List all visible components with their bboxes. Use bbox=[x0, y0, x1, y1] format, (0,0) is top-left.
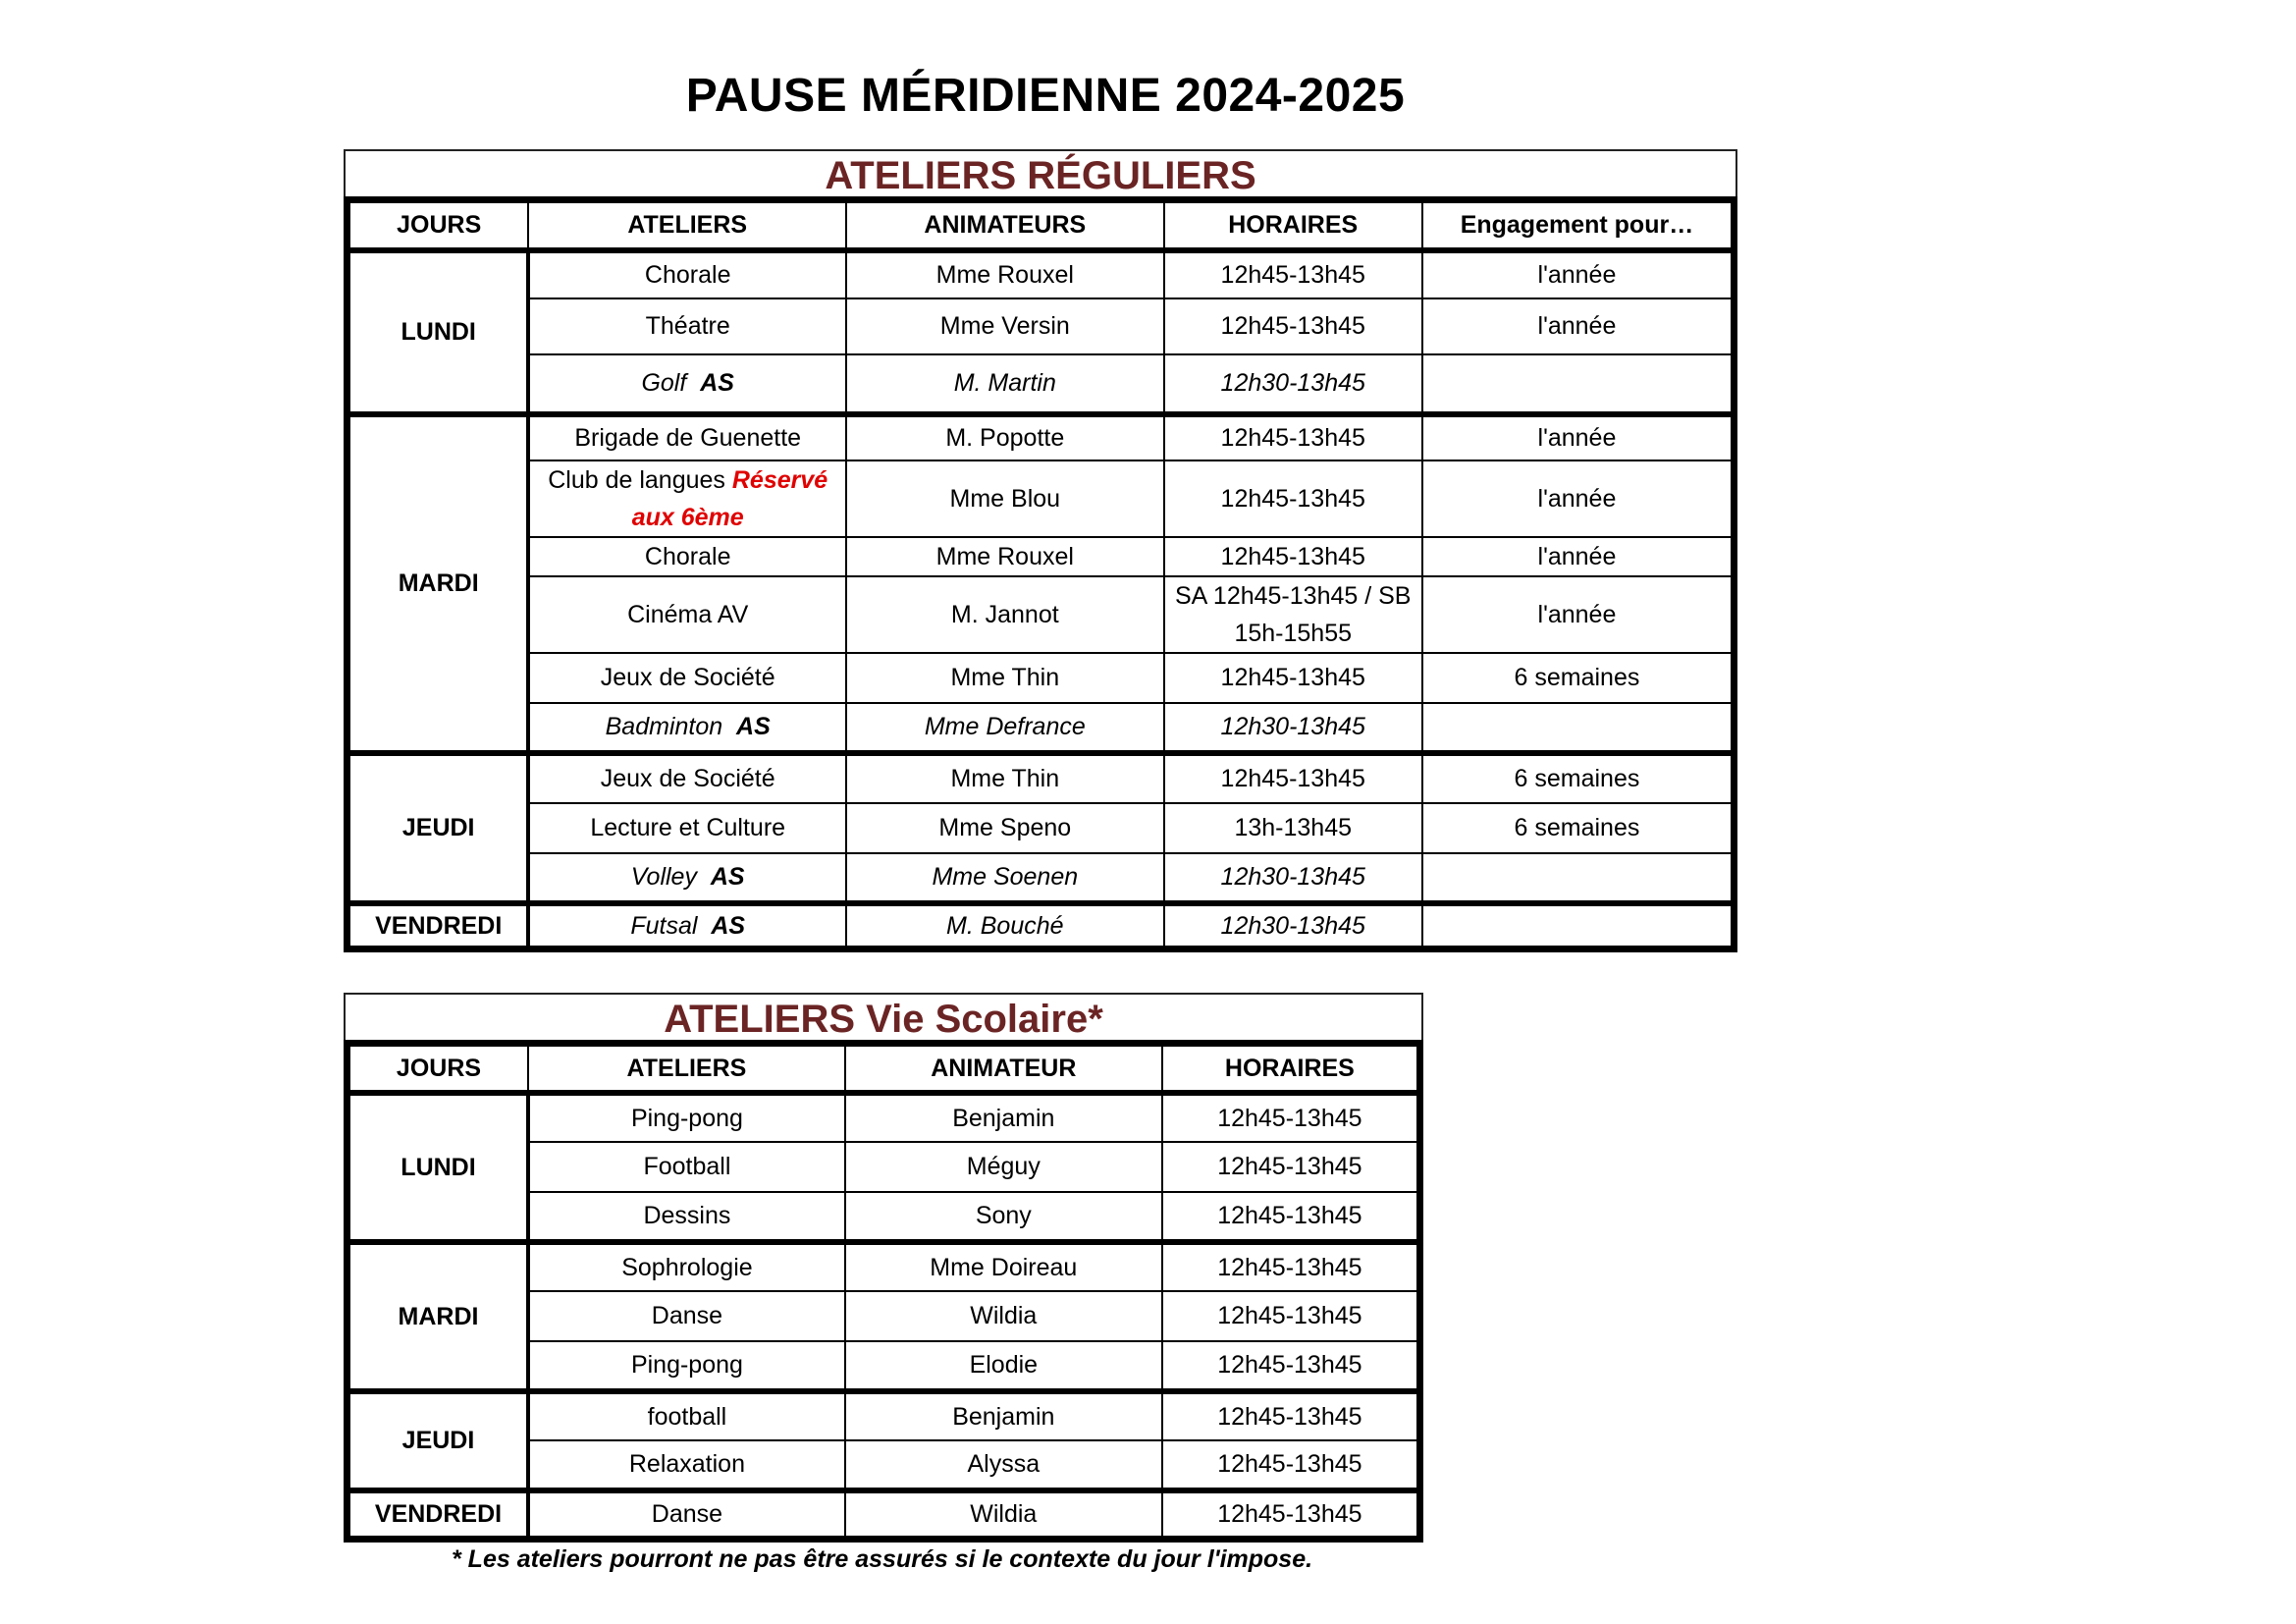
animateur-cell: Mme Rouxel bbox=[846, 537, 1164, 576]
engagement-cell: 6 semaines bbox=[1422, 653, 1735, 703]
horaire-cell: 12h30-13h45 bbox=[1164, 703, 1422, 753]
day-cell-lundi: LUNDI bbox=[347, 1093, 529, 1242]
footnote: * Les ateliers pourront ne pas être assurés si le contexte du jour l'impose. bbox=[452, 1545, 1313, 1573]
table-row bbox=[347, 414, 1735, 460]
engagement-cell: l'année bbox=[1422, 460, 1735, 537]
table-row bbox=[347, 298, 1735, 354]
animateur-cell: M. Jannot bbox=[846, 576, 1164, 653]
table-row bbox=[347, 803, 1735, 853]
day-cell-jeudi: JEUDI bbox=[347, 1391, 529, 1490]
engagement-cell: l'année bbox=[1422, 576, 1735, 653]
vie-scolaire-banner: ATELIERS Vie Scolaire* bbox=[344, 993, 1423, 1044]
table-header-row bbox=[347, 1044, 1420, 1093]
atelier-cell: Lecture et Culture bbox=[528, 803, 846, 853]
animateur-cell: Mme Versin bbox=[846, 298, 1164, 354]
animateur-cell: Wildia bbox=[845, 1291, 1162, 1341]
atelier-cell: Chorale bbox=[528, 250, 846, 298]
header-jours: JOURS bbox=[347, 200, 529, 250]
horaire-cell: 12h45-13h45 bbox=[1162, 1142, 1420, 1192]
horaire-cell: 12h45-13h45 bbox=[1162, 1490, 1420, 1540]
atelier-cell: Danse bbox=[528, 1291, 845, 1341]
atelier-cell: Ping-pong bbox=[528, 1341, 845, 1391]
animateur-cell: Benjamin bbox=[845, 1093, 1162, 1142]
header-ateliers: ATELIERS bbox=[528, 1044, 845, 1093]
table-row bbox=[347, 250, 1735, 298]
header-ateliers: ATELIERS bbox=[528, 200, 846, 250]
atelier-cell: Jeux de Société bbox=[528, 753, 846, 803]
vie-scolaire-table bbox=[344, 1040, 1423, 1543]
day-cell-vendredi: VENDREDI bbox=[347, 903, 529, 949]
animateur-cell: Mme Doireau bbox=[845, 1242, 1162, 1291]
atelier-label: Volley bbox=[630, 863, 697, 891]
table-row bbox=[347, 1490, 1420, 1540]
header-jours: JOURS bbox=[347, 1044, 529, 1093]
atelier-label: Club de langues bbox=[548, 465, 725, 494]
engagement-cell bbox=[1422, 703, 1735, 753]
engagement-cell: l'année bbox=[1422, 250, 1735, 298]
reserved-note: Réservé aux 6ème bbox=[631, 465, 828, 531]
atelier-cell: Brigade de Guenette bbox=[528, 414, 846, 460]
header-engagement: Engagement pour… bbox=[1422, 200, 1735, 250]
as-tag: AS bbox=[700, 369, 734, 397]
atelier-cell bbox=[528, 460, 846, 537]
regular-workshops-banner: ATELIERS RÉGULIERS bbox=[344, 149, 1737, 200]
day-cell-mardi: MARDI bbox=[347, 414, 529, 753]
animateur-cell: Wildia bbox=[845, 1490, 1162, 1540]
engagement-cell bbox=[1422, 853, 1735, 903]
horaire-cell: 12h45-13h45 bbox=[1164, 753, 1422, 803]
atelier-cell: Sophrologie bbox=[528, 1242, 845, 1291]
animateur-cell: M. Bouché bbox=[846, 903, 1164, 949]
header-horaires: HORAIRES bbox=[1162, 1044, 1420, 1093]
atelier-cell: Relaxation bbox=[528, 1440, 845, 1490]
day-cell-mardi: MARDI bbox=[347, 1242, 529, 1391]
table-row bbox=[347, 1391, 1420, 1440]
atelier-cell bbox=[528, 903, 846, 949]
atelier-cell bbox=[528, 354, 846, 414]
atelier-cell: Danse bbox=[528, 1490, 845, 1540]
animateur-cell: Mme Speno bbox=[846, 803, 1164, 853]
horaire-cell: 12h45-13h45 bbox=[1162, 1192, 1420, 1242]
table-row bbox=[347, 354, 1735, 414]
day-cell-vendredi: VENDREDI bbox=[347, 1490, 529, 1540]
horaire-cell: 12h45-13h45 bbox=[1164, 653, 1422, 703]
animateur-cell: Mme Blou bbox=[846, 460, 1164, 537]
table-row bbox=[347, 653, 1735, 703]
engagement-cell: 6 semaines bbox=[1422, 753, 1735, 803]
as-tag: AS bbox=[736, 713, 771, 740]
table-row bbox=[347, 576, 1735, 653]
horaire-cell: 12h45-13h45 bbox=[1164, 414, 1422, 460]
animateur-cell: Benjamin bbox=[845, 1391, 1162, 1440]
horaire-cell: 12h45-13h45 bbox=[1164, 250, 1422, 298]
horaire-cell: 12h45-13h45 bbox=[1164, 537, 1422, 576]
horaire-cell: 12h30-13h45 bbox=[1164, 903, 1422, 949]
atelier-cell: football bbox=[528, 1391, 845, 1440]
header-animateur: ANIMATEUR bbox=[845, 1044, 1162, 1093]
horaire-cell: 12h45-13h45 bbox=[1162, 1341, 1420, 1391]
table-row bbox=[347, 903, 1735, 949]
atelier-cell: Cinéma AV bbox=[528, 576, 846, 653]
atelier-cell: Dessins bbox=[528, 1192, 845, 1242]
horaire-cell: 12h45-13h45 bbox=[1162, 1093, 1420, 1142]
horaire-cell: 12h45-13h45 bbox=[1164, 298, 1422, 354]
animateur-cell: Elodie bbox=[845, 1341, 1162, 1391]
animateur-cell: Mme Thin bbox=[846, 653, 1164, 703]
engagement-cell: 6 semaines bbox=[1422, 803, 1735, 853]
atelier-cell: Jeux de Société bbox=[528, 653, 846, 703]
table-row bbox=[347, 753, 1735, 803]
horaire-cell: 12h45-13h45 bbox=[1162, 1440, 1420, 1490]
atelier-cell: Chorale bbox=[528, 537, 846, 576]
engagement-cell: l'année bbox=[1422, 537, 1735, 576]
atelier-label: Golf bbox=[641, 369, 687, 397]
as-tag: AS bbox=[711, 911, 746, 940]
atelier-cell bbox=[528, 853, 846, 903]
table-row bbox=[347, 853, 1735, 903]
animateur-cell: Sony bbox=[845, 1192, 1162, 1242]
animateur-cell: Alyssa bbox=[845, 1440, 1162, 1490]
animateur-cell: Mme Soenen bbox=[846, 853, 1164, 903]
regular-workshops-table bbox=[344, 196, 1737, 952]
horaire-cell: 12h45-13h45 bbox=[1162, 1291, 1420, 1341]
atelier-label: Badminton bbox=[605, 713, 723, 740]
horaire-cell: 12h45-13h45 bbox=[1162, 1242, 1420, 1291]
horaire-cell: SA 12h45-13h45 / SB 15h-15h55 bbox=[1164, 576, 1422, 653]
atelier-cell: Théatre bbox=[528, 298, 846, 354]
as-tag: AS bbox=[710, 863, 745, 891]
atelier-cell: Football bbox=[528, 1142, 845, 1192]
day-cell-jeudi: JEUDI bbox=[347, 753, 529, 903]
engagement-cell bbox=[1422, 903, 1735, 949]
horaire-cell: 12h45-13h45 bbox=[1162, 1391, 1420, 1440]
horaire-cell: 13h-13h45 bbox=[1164, 803, 1422, 853]
engagement-cell: l'année bbox=[1422, 298, 1735, 354]
atelier-cell: Ping-pong bbox=[528, 1093, 845, 1142]
horaire-cell: 12h30-13h45 bbox=[1164, 354, 1422, 414]
table-row bbox=[347, 1093, 1420, 1142]
horaire-cell: 12h30-13h45 bbox=[1164, 853, 1422, 903]
table-row bbox=[347, 460, 1735, 537]
animateur-cell: Mme Defrance bbox=[846, 703, 1164, 753]
header-animateurs: ANIMATEURS bbox=[846, 200, 1164, 250]
animateur-cell: M. Popotte bbox=[846, 414, 1164, 460]
atelier-cell bbox=[528, 703, 846, 753]
header-horaires: HORAIRES bbox=[1164, 200, 1422, 250]
day-cell-lundi: LUNDI bbox=[347, 250, 529, 414]
atelier-label: Futsal bbox=[630, 911, 698, 940]
table-header-row bbox=[347, 200, 1735, 250]
engagement-cell: l'année bbox=[1422, 414, 1735, 460]
animateur-cell: Mme Rouxel bbox=[846, 250, 1164, 298]
animateur-cell: Mme Thin bbox=[846, 753, 1164, 803]
animateur-cell: Méguy bbox=[845, 1142, 1162, 1192]
table-row bbox=[347, 537, 1735, 576]
table-row bbox=[347, 1242, 1420, 1291]
engagement-cell bbox=[1422, 354, 1735, 414]
table-row bbox=[347, 703, 1735, 753]
page-title: PAUSE MÉRIDIENNE 2024-2025 bbox=[685, 70, 1406, 122]
animateur-cell: M. Martin bbox=[846, 354, 1164, 414]
horaire-cell: 12h45-13h45 bbox=[1164, 460, 1422, 537]
